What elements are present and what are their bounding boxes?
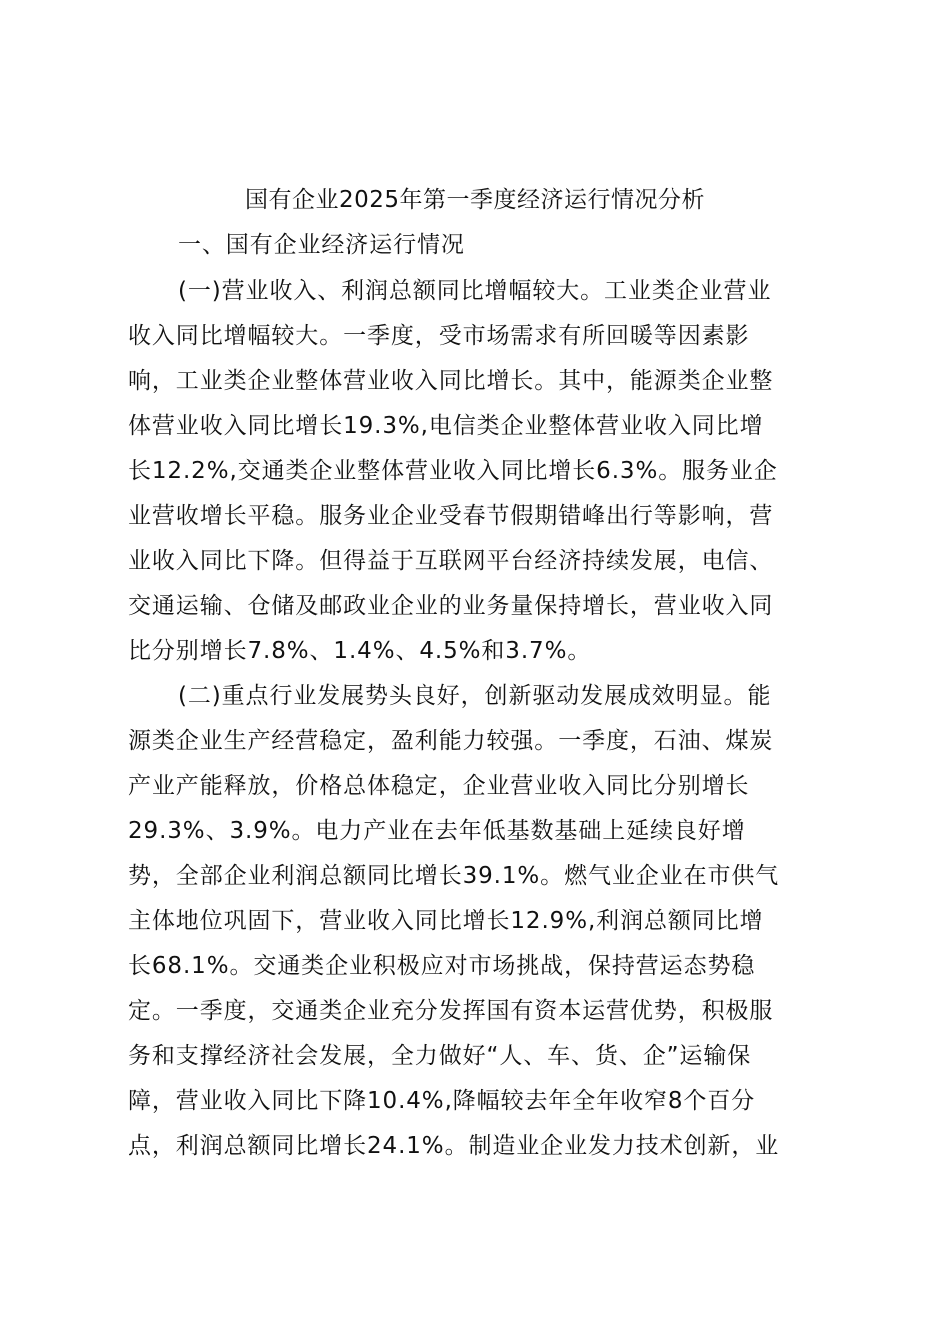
paragraph-line: 定。一季度，交通类企业充分发挥国有资本运营优势，积极服	[128, 998, 774, 1024]
paragraph-line: 收入同比增幅较大。一季度，受市场需求有所回暖等因素影	[128, 323, 750, 349]
document-title: 国有企业2025年第一季度经济运行情况分析	[244, 187, 706, 213]
section-heading: 一、国有企业经济运行情况	[178, 232, 465, 258]
paragraph-line: 点，利润总额同比增长24.1%。制造业企业发力技术创新，业	[128, 1133, 780, 1159]
paragraph-line: 务和支撑经济社会发展，全力做好“人、车、货、企”运输保	[128, 1043, 752, 1069]
paragraph-line: 体营业收入同比增长19.3%,电信类企业整体营业收入同比增	[128, 413, 764, 439]
paragraph-line: 29.3%、3.9%。电力产业在去年低基数基础上延续良好增	[128, 818, 746, 844]
paragraph-line: 比分别增长7.8%、1.4%、4.5%和3.7%。	[128, 638, 592, 664]
paragraph-line: 交通运输、仓储及邮政业企业的业务量保持增长，营业收入同	[128, 593, 774, 619]
paragraph-line: 长12.2%,交通类企业整体营业收入同比增长6.3%。服务业企	[128, 458, 778, 484]
paragraph-line: 源类企业生产经营稳定，盈利能力较强。一季度，石油、煤炭	[128, 728, 774, 754]
paragraph-line: 长68.1%。交通类企业积极应对市场挑战，保持营运态势稳	[128, 953, 756, 979]
paragraph-line: 主体地位巩固下，营业收入同比增长12.9%,利润总额同比增	[128, 908, 764, 934]
paragraph-line: 势，全部企业利润总额同比增长39.1%。燃气业企业在市供气	[128, 863, 780, 889]
paragraph-line: (二)重点行业发展势头良好，创新驱动发展成效明显。能	[178, 683, 772, 709]
paragraph-line: 业收入同比下降。但得益于互联网平台经济持续发展，电信、	[128, 548, 774, 574]
paragraph-line: 障，营业收入同比下降10.4%,降幅较去年全年收窄8个百分	[128, 1088, 756, 1114]
paragraph-line: 产业产能释放，价格总体稳定，企业营业收入同比分别增长	[128, 773, 750, 799]
paragraph-line: 响，工业类企业整体营业收入同比增长。其中，能源类企业整	[128, 368, 774, 394]
paragraph-line: 业营收增长平稳。服务业企业受春节假期错峰出行等影响，营	[128, 503, 774, 529]
paragraph-line: (一)营业收入、利润总额同比增幅较大。工业类企业营业	[178, 278, 772, 304]
